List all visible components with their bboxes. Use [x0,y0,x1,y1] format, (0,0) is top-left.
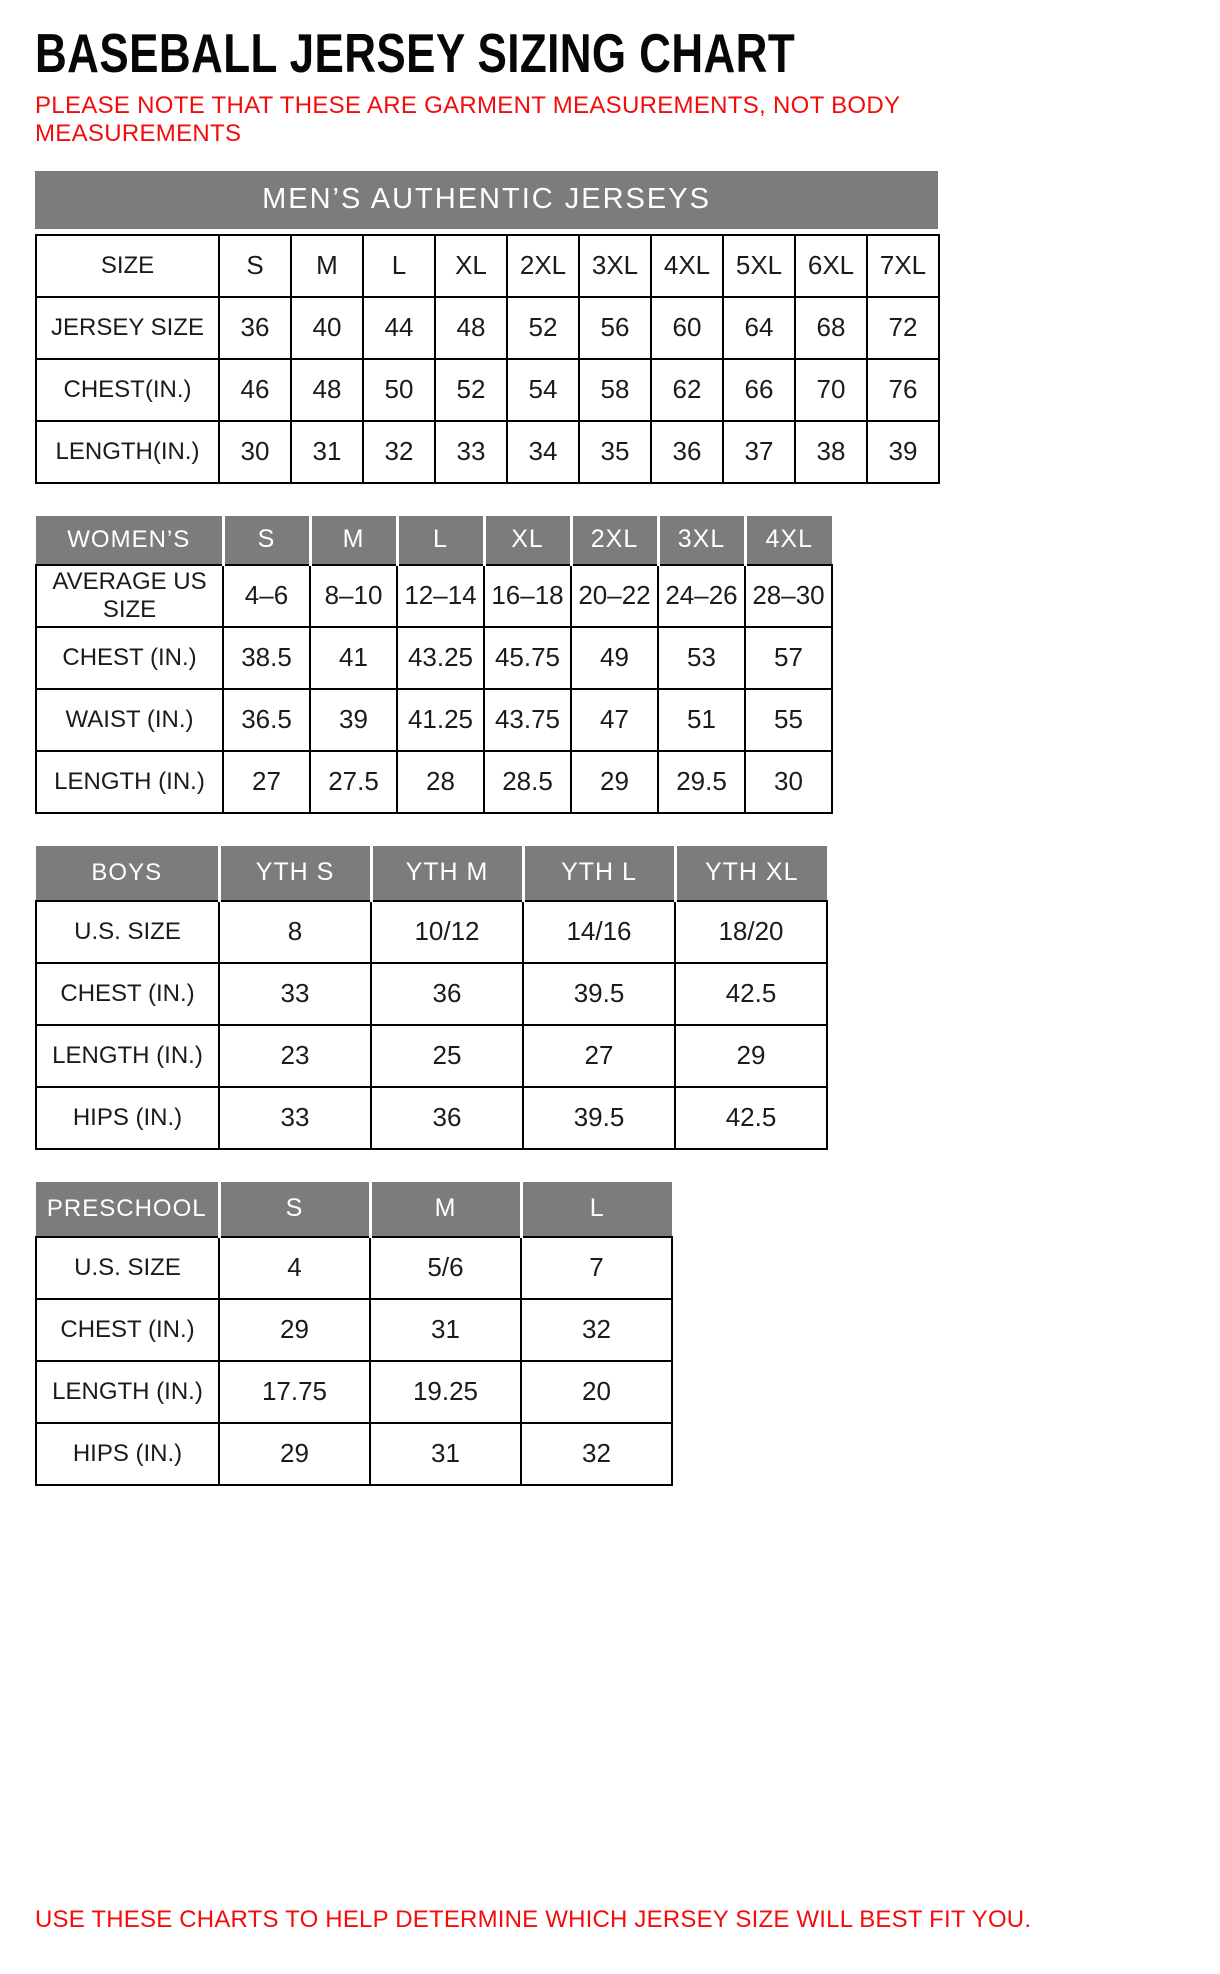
mens-size-header-cell-7: 4XL [651,235,723,297]
preschool-header-cell-2: M [370,1182,521,1237]
womens-row-3-cell-2: 27.5 [310,751,397,813]
mens-row-1-cell-8: 66 [723,359,795,421]
mens-row-0-cell-4: 48 [435,297,507,359]
mens-row-1 [36,359,939,421]
preschool-row-2-cell-0: LENGTH (IN.) [36,1361,219,1423]
womens-header-cell-2: M [310,516,397,565]
preschool-row-0-cell-0: U.S. SIZE [36,1237,219,1299]
boys-row-3-cell-0: HIPS (IN.) [36,1087,219,1149]
boys-row-3 [36,1087,827,1149]
mens-size-header-cell-8: 5XL [723,235,795,297]
preschool-row-3-cell-2: 31 [370,1423,521,1485]
boys-header-row [36,846,827,901]
mens-row-1-cell-2: 48 [291,359,363,421]
mens-row-1-cell-5: 54 [507,359,579,421]
womens-header-cell-4: XL [484,516,571,565]
boys-row-3-cell-4: 42.5 [675,1087,827,1149]
womens-row-1 [36,627,832,689]
mens-row-0-cell-5: 52 [507,297,579,359]
womens-section [35,516,1192,814]
boys-row-0 [36,901,827,963]
mens-row-1-cell-4: 52 [435,359,507,421]
mens-row-1-cell-3: 50 [363,359,435,421]
mens-row-1-cell-7: 62 [651,359,723,421]
womens-row-2-cell-3: 41.25 [397,689,484,751]
mens-row-2 [36,421,939,483]
boys-size-table [35,846,828,1150]
womens-row-2-cell-4: 43.75 [484,689,571,751]
boys-row-0-cell-4: 18/20 [675,901,827,963]
preschool-row-1 [36,1299,672,1361]
mens-size-header-cell-6: 3XL [579,235,651,297]
womens-row-1-cell-0: CHEST (IN.) [36,627,223,689]
womens-row-3-cell-3: 28 [397,751,484,813]
womens-header-cell-5: 2XL [571,516,658,565]
mens-row-0-cell-10: 72 [867,297,939,359]
mens-row-2-cell-9: 38 [795,421,867,483]
boys-row-1-cell-2: 36 [371,963,523,1025]
womens-row-0-cell-4: 16–18 [484,565,571,627]
page-title [35,22,1192,84]
boys-row-2-cell-4: 29 [675,1025,827,1087]
preschool-row-0-cell-2: 5/6 [370,1237,521,1299]
womens-header-cell-0: WOMEN’S [36,516,223,565]
mens-row-0-cell-3: 44 [363,297,435,359]
mens-row-2-cell-1: 30 [219,421,291,483]
boys-row-1-cell-0: CHEST (IN.) [36,963,219,1025]
mens-row-1-cell-9: 70 [795,359,867,421]
womens-row-1-cell-5: 49 [571,627,658,689]
garment-measurement-note: PLEASE NOTE THAT THESE ARE GARMENT MEASUREMENTS, NOT BODY MEASUREMENTS [35,92,900,148]
mens-row-1-cell-0: CHEST(IN.) [36,359,219,421]
preschool-row-0 [36,1237,672,1299]
womens-row-2-cell-6: 51 [658,689,745,751]
footer-note: USE THESE CHARTS TO HELP DETERMINE WHICH JERSEY SIZE WILL BEST FIT YOU. [35,1905,1032,1933]
mens-size-header-cell-9: 6XL [795,235,867,297]
mens-size-table [35,234,940,484]
preschool-row-2-cell-3: 20 [521,1361,672,1423]
boys-row-1-cell-4: 42.5 [675,963,827,1025]
boys-header-cell-0: BOYS [36,846,219,901]
womens-row-0-cell-0: AVERAGE US SIZE [36,565,223,627]
boys-row-0-cell-2: 10/12 [371,901,523,963]
womens-header-cell-6: 3XL [658,516,745,565]
preschool-header-cell-3: L [521,1182,672,1237]
womens-row-2-cell-0: WAIST (IN.) [36,689,223,751]
mens-size-header-cell-5: 2XL [507,235,579,297]
page-title-text: BASEBALL JERSEY SIZING CHART [35,22,796,84]
mens-size-header-cell-1: S [219,235,291,297]
mens-row-0-cell-7: 60 [651,297,723,359]
preschool-row-3 [36,1423,672,1485]
preschool-row-0-cell-3: 7 [521,1237,672,1299]
mens-row-0-cell-1: 36 [219,297,291,359]
preschool-row-3-cell-1: 29 [219,1423,370,1485]
mens-row-0 [36,297,939,359]
sizing-chart-page [35,22,1192,1934]
womens-row-0-cell-3: 12–14 [397,565,484,627]
preschool-row-1-cell-0: CHEST (IN.) [36,1299,219,1361]
womens-row-3 [36,751,832,813]
mens-row-2-cell-0: LENGTH(IN.) [36,421,219,483]
preschool-header-row [36,1182,672,1237]
womens-row-0-cell-1: 4–6 [223,565,310,627]
preschool-row-1-cell-2: 31 [370,1299,521,1361]
mens-row-0-cell-6: 56 [579,297,651,359]
mens-size-header-cell-10: 7XL [867,235,939,297]
mens-row-2-cell-7: 36 [651,421,723,483]
womens-row-3-cell-0: LENGTH (IN.) [36,751,223,813]
mens-row-2-cell-2: 31 [291,421,363,483]
womens-row-3-cell-1: 27 [223,751,310,813]
mens-row-1-cell-1: 46 [219,359,291,421]
mens-row-2-cell-3: 32 [363,421,435,483]
mens-row-1-cell-10: 76 [867,359,939,421]
womens-size-table [35,516,833,814]
boys-row-2-cell-3: 27 [523,1025,675,1087]
mens-row-2-cell-10: 39 [867,421,939,483]
boys-header-cell-1: YTH S [219,846,371,901]
boys-row-1-cell-3: 39.5 [523,963,675,1025]
preschool-header-cell-0: PRESCHOOL [36,1182,219,1237]
womens-row-2-cell-2: 39 [310,689,397,751]
womens-row-1-cell-6: 53 [658,627,745,689]
boys-row-0-cell-3: 14/16 [523,901,675,963]
mens-row-0-cell-2: 40 [291,297,363,359]
womens-row-1-cell-2: 41 [310,627,397,689]
mens-row-0-cell-8: 64 [723,297,795,359]
mens-size-header-cell-0: SIZE [36,235,219,297]
womens-row-2 [36,689,832,751]
mens-row-2-cell-6: 35 [579,421,651,483]
womens-row-0-cell-2: 8–10 [310,565,397,627]
boys-row-1-cell-1: 33 [219,963,371,1025]
boys-row-0-cell-0: U.S. SIZE [36,901,219,963]
boys-section [35,846,1192,1150]
womens-row-1-cell-1: 38.5 [223,627,310,689]
preschool-row-1-cell-1: 29 [219,1299,370,1361]
womens-row-1-cell-7: 57 [745,627,832,689]
preschool-row-2-cell-2: 19.25 [370,1361,521,1423]
womens-header-cell-1: S [223,516,310,565]
boys-header-cell-3: YTH L [523,846,675,901]
mens-row-1-cell-6: 58 [579,359,651,421]
boys-row-2-cell-0: LENGTH (IN.) [36,1025,219,1087]
mens-banner: MEN’S AUTHENTIC JERSEYS [35,171,938,229]
mens-size-header-row [36,235,939,297]
mens-row-0-cell-0: JERSEY SIZE [36,297,219,359]
womens-row-1-cell-3: 43.25 [397,627,484,689]
mens-size-header-cell-2: M [291,235,363,297]
boys-row-3-cell-1: 33 [219,1087,371,1149]
preschool-row-0-cell-1: 4 [219,1237,370,1299]
preschool-row-3-cell-0: HIPS (IN.) [36,1423,219,1485]
mens-row-0-cell-9: 68 [795,297,867,359]
preschool-row-3-cell-3: 32 [521,1423,672,1485]
preschool-section [35,1182,1192,1486]
womens-row-0-cell-7: 28–30 [745,565,832,627]
womens-header-cell-7: 4XL [745,516,832,565]
preschool-row-1-cell-3: 32 [521,1299,672,1361]
womens-row-0-cell-6: 24–26 [658,565,745,627]
womens-row-1-cell-4: 45.75 [484,627,571,689]
preschool-row-2 [36,1361,672,1423]
mens-size-header-cell-4: XL [435,235,507,297]
womens-row-2-cell-5: 47 [571,689,658,751]
boys-header-cell-4: YTH XL [675,846,827,901]
womens-row-2-cell-7: 55 [745,689,832,751]
womens-row-3-cell-4: 28.5 [484,751,571,813]
preschool-size-table [35,1182,673,1486]
womens-row-0-cell-5: 20–22 [571,565,658,627]
womens-header-cell-3: L [397,516,484,565]
womens-row-2-cell-1: 36.5 [223,689,310,751]
mens-row-2-cell-8: 37 [723,421,795,483]
womens-row-3-cell-7: 30 [745,751,832,813]
boys-row-0-cell-1: 8 [219,901,371,963]
mens-size-header-cell-3: L [363,235,435,297]
mens-section [35,171,1192,484]
boys-row-2 [36,1025,827,1087]
womens-header-row [36,516,832,565]
boys-row-2-cell-1: 23 [219,1025,371,1087]
boys-row-1 [36,963,827,1025]
boys-header-cell-2: YTH M [371,846,523,901]
womens-row-3-cell-6: 29.5 [658,751,745,813]
boys-row-2-cell-2: 25 [371,1025,523,1087]
womens-row-3-cell-5: 29 [571,751,658,813]
preschool-row-2-cell-1: 17.75 [219,1361,370,1423]
womens-row-0 [36,565,832,627]
mens-row-2-cell-5: 34 [507,421,579,483]
preschool-header-cell-1: S [219,1182,370,1237]
boys-row-3-cell-2: 36 [371,1087,523,1149]
boys-row-3-cell-3: 39.5 [523,1087,675,1149]
mens-row-2-cell-4: 33 [435,421,507,483]
